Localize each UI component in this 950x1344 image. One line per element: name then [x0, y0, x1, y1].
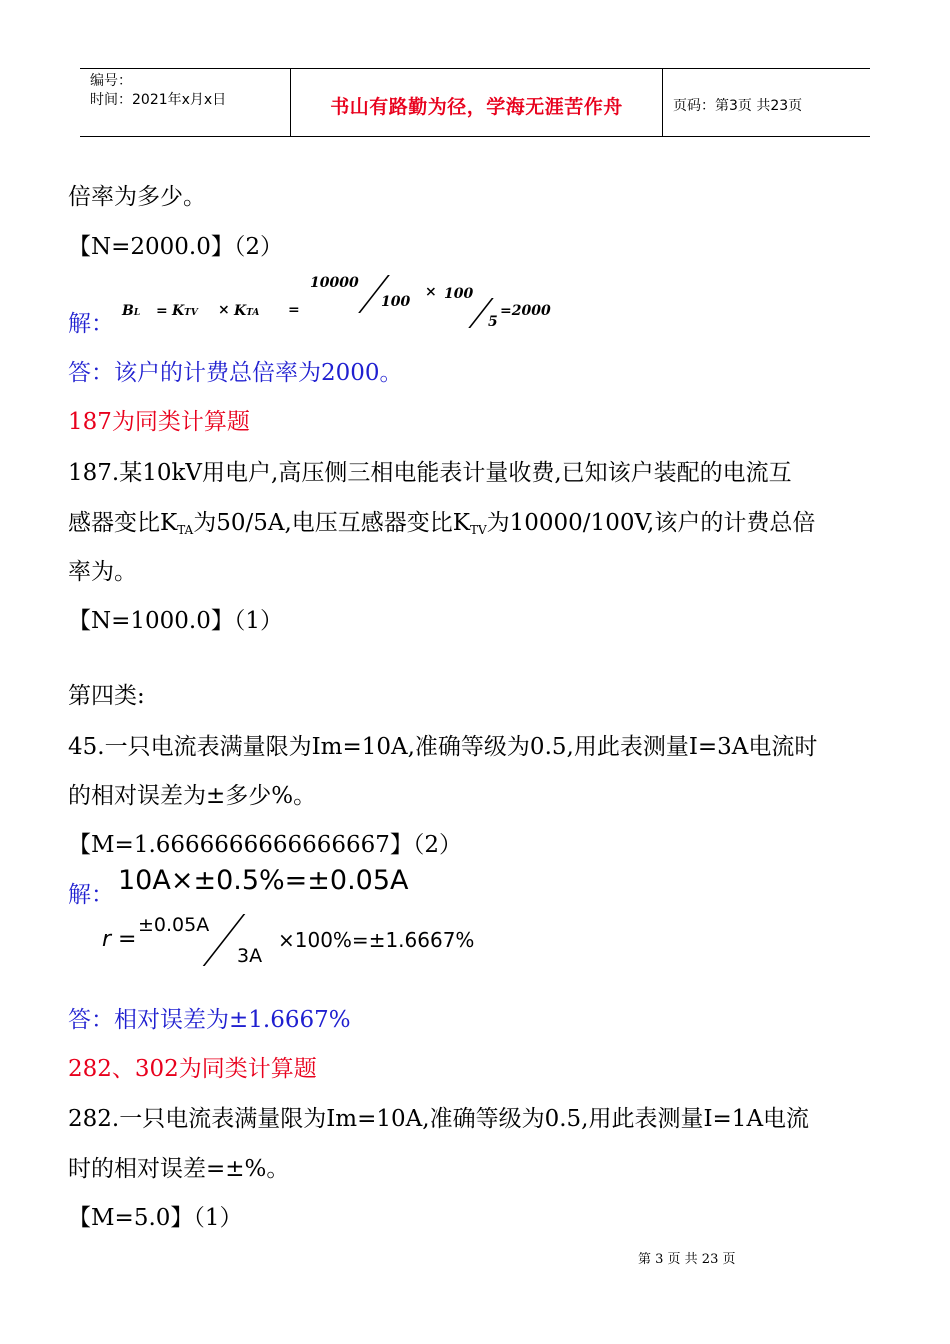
question-text: 感器变比KTA为50/5A,电压互感器变比KTV为10000/100V,该户的计费总倍 — [68, 510, 816, 537]
formula-numerator: ±0.05A — [138, 914, 210, 936]
category-title: 第四类: — [68, 683, 145, 709]
question-text: 282.一只电流表满量限为Im=10A,准确等级为0.5,用此表测量I=1A电流 — [68, 1106, 810, 1132]
question-text: 45.一只电流表满量限为Im=10A,准确等级为0.5,用此表测量I=3A电流时 — [68, 734, 818, 760]
formula-operator: = — [288, 302, 300, 318]
formula-result: =2000 — [500, 303, 551, 319]
formula-symbol: r — [102, 927, 112, 952]
answer-key: 【M=1.6666666666666667】（2） — [68, 832, 463, 858]
formula-line: 10A×±0.5%=±0.05A — [118, 865, 409, 896]
formula-numerator: 10000 — [310, 275, 359, 291]
question-text: 率为。 — [68, 559, 137, 585]
answer-text: 答：相对误差为±1.6667% — [68, 1007, 351, 1033]
answer-text: 答：该户的计费总倍率为2000。 — [68, 360, 403, 386]
formula-denominator: 5 — [488, 314, 498, 330]
formula-symbol: KTA — [234, 303, 260, 319]
question-text: 的相对误差为±多少%。 — [68, 783, 317, 809]
page-header — [80, 68, 870, 137]
similar-note: 282、302为同类计算题 — [68, 1056, 317, 1082]
similar-note: 187为同类计算题 — [68, 409, 250, 435]
formula-operator: = — [118, 927, 137, 952]
answer-key: 【N=1000.0】（1） — [68, 608, 284, 634]
formula-symbol: BL — [122, 303, 141, 319]
formula-operator: = — [156, 303, 168, 319]
formula-denominator: 100 — [381, 294, 411, 310]
header-motto: 书山有路勤为径，学海无涯苦作舟 — [291, 69, 663, 136]
formula-numerator: 100 — [444, 286, 474, 302]
header-page-label: 页码：第3页 共23页 — [673, 97, 803, 114]
solution-label: 解： — [68, 882, 114, 908]
time-label: 时间：2021年x月x日 — [90, 92, 227, 108]
number-label: 编号： — [90, 73, 132, 89]
formula-denominator: 3A — [237, 945, 263, 967]
text-line: 倍率为多少。 — [68, 184, 206, 210]
page-footer: 第 3 页 共 23 页 — [638, 1252, 736, 1267]
question-text: 时的相对误差=±%。 — [68, 1156, 290, 1182]
formula-relative-error — [100, 862, 600, 977]
solution-label: 解： — [68, 311, 114, 337]
question-text: 187.某10kV用电户,高压侧三相电能表计量收费,已知该户装配的电流互 — [68, 460, 792, 486]
formula-multiplier — [118, 270, 598, 340]
answer-key: 【M=5.0】（1） — [68, 1205, 243, 1231]
answer-key: 【N=2000.0】（2） — [68, 234, 284, 260]
formula-result: ×100%=±1.6667% — [278, 928, 475, 952]
formula-operator: × — [425, 284, 437, 300]
header-meta — [80, 69, 291, 136]
formula-symbol: KTV — [172, 303, 198, 319]
formula-operator: × — [218, 302, 230, 318]
